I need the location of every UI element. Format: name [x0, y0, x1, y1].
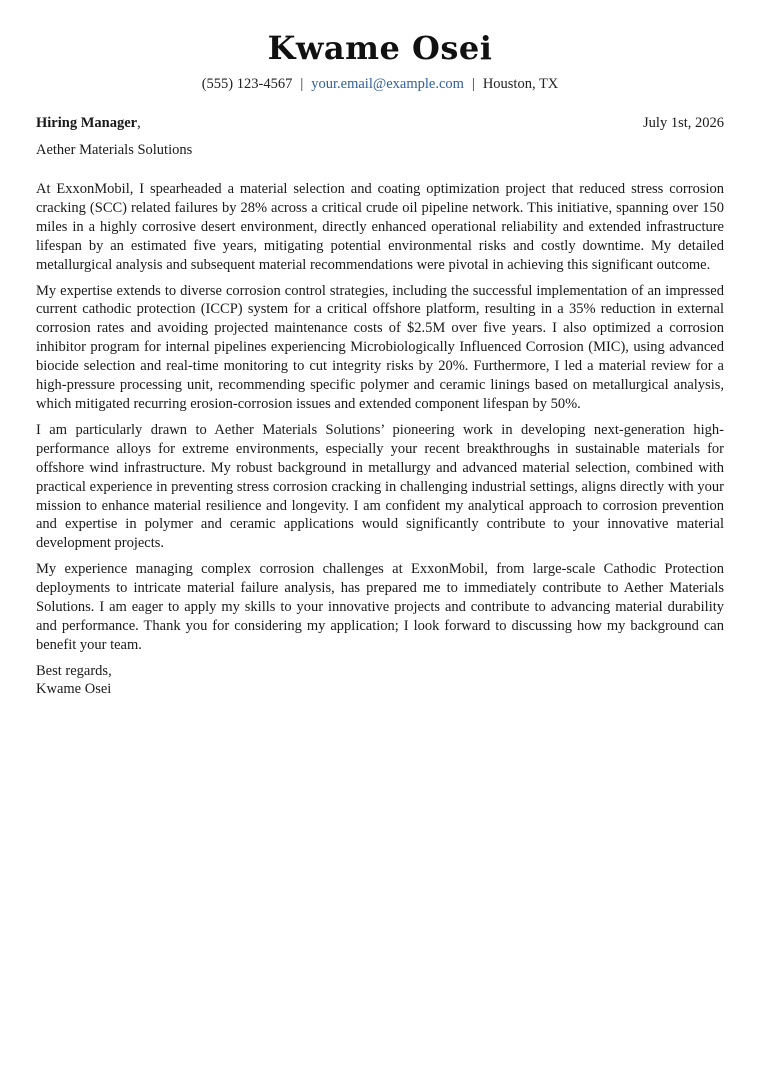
- body-paragraph: My expertise extends to diverse corrosion control strategies, including the successful implementation of an impressed current cathodic protection (ICCP) system for a critical offshore platform, resulting in a 35% reduction in external corrosion rates and avoiding projected maintenance costs of $2.5M over five years. I also optimized a corrosion inhibitor program for internal pipelines experiencing Microbiologically Influenced Corrosion (MIC), using advanced biocide selection and real-time monitoring to cut integrity risks by 20%. Furthermore, I led a material review for a high-pressure processing unit, recommending specific polymer and ceramic linings based on metallurgical analysis, which mitigated recurring erosion-corrosion issues and extended component lifespan by 50%.: [36, 282, 724, 412]
- company-name: Aether Materials Solutions: [36, 142, 193, 158]
- body-paragraph: At ExxonMobil, I spearheaded a material selection and coating optimization project that reduced stress corrosion cracking (SCC) related failures by 28% across a critical crude oil pipeline network. This initiative, spanning over 150 miles in a highly corrosive desert environment, directly enhanced operational reliability and extended infrastructure lifespan by an estimated five years, mitigating potential environmental risks and costly downtime. My detailed metallurgical analysis and subsequent material recommendations were pivotal in achieving this significant outcome.: [36, 181, 724, 273]
- letter-date: July 1st, 2026: [643, 115, 724, 131]
- body-paragraph: My experience managing complex corrosion challenges at ExxonMobil, from large-scale Cathodic Protection deployments to intricate material failure analysis, has prepared me to immediately contribute to Aether Materials Solutions. I am eager to apply my skills to your innovative projects and contribute to advancing material durability and performance. Thank you for considering my application; I look forward to discussing how my background can benefit your team.: [36, 561, 724, 653]
- contact-separator: |: [471, 76, 475, 92]
- contact-separator: |: [300, 76, 304, 92]
- contact-line: [36, 74, 724, 94]
- applicant-name: Kwame Osei: [267, 29, 493, 67]
- recipient: [36, 114, 141, 132]
- email-link[interactable]: your.email@example.com: [311, 76, 464, 92]
- body-paragraph: I am particularly drawn to Aether Materials Solutions’ pioneering work in developing next-generation high-performance alloys for extreme environments, especially your recent breakthroughs in sustainable materials for offshore wind infrastructure. My robust background in metallurgy and advanced material selection, combined with practical experience in preventing stress corrosion cracking in challenging industrial settings, aligns directly with your mission to enhance material resilience and longevity. I am confident my analytical approach to corrosion prevention and expertise in polymer and ceramic applications would significantly contribute to your innovative material development projects.: [36, 421, 724, 552]
- letter-body: [36, 180, 724, 655]
- recipient-date-row: [36, 114, 724, 132]
- location: Houston, TX: [482, 76, 559, 92]
- closing-block: [36, 662, 724, 699]
- signature-name: Kwame Osei: [36, 681, 112, 698]
- closing-salutation: Best regards,: [36, 662, 112, 679]
- phone-number: (555) 123-4567: [201, 76, 293, 92]
- recipient-comma: ,: [137, 115, 141, 131]
- recipient-name: Hiring Manager: [36, 115, 138, 131]
